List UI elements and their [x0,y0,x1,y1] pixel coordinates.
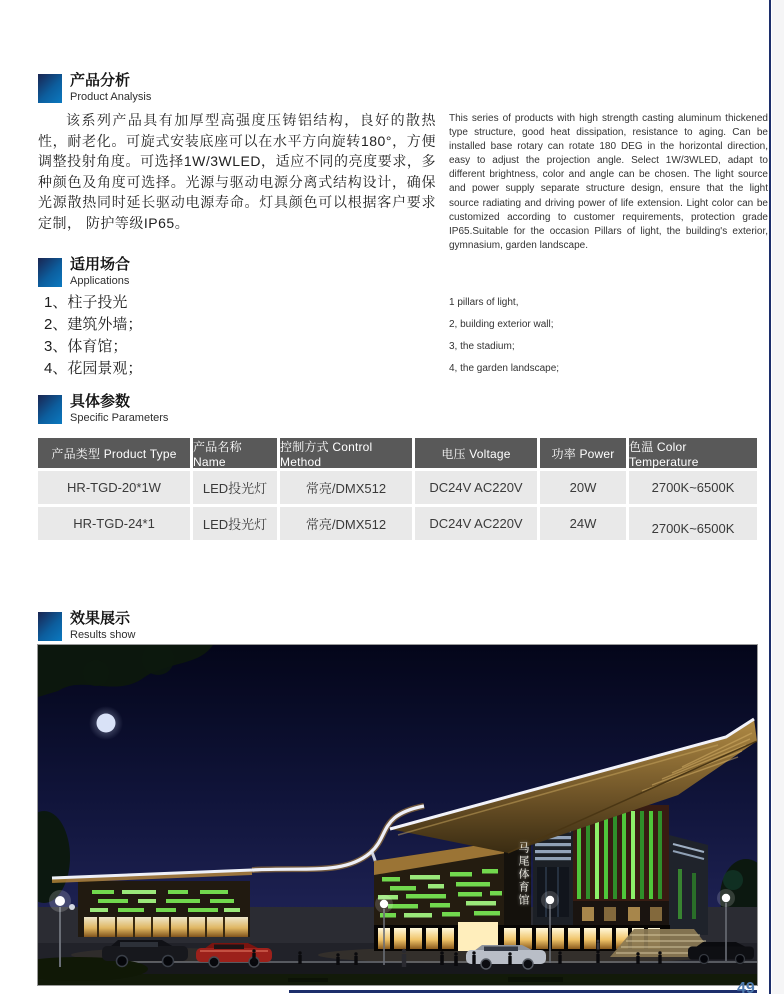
table-cell: LED投光灯 [193,471,277,504]
list-item: 3、体育馆； [44,338,128,355]
table-cell: 常亮/DMX512 [280,507,412,540]
analysis-body-chinese: 该系列产品具有加厚型高强度压铸铝结构，良好的散热性，耐老化。可旋式安装底座可以在水平方向旋转180°，方便调整投射角度。可选择1W/3WLED，适应不同的亮度要求，多种颜色及角度可选择。光源与驱动电源分离式结构设计，确保光源散热同时延长驱动电源寿命。灯具颜色可以根据客户要求定制， 防护等级IP65。 [38,112,436,231]
list-item: 1 pillars of light, [449,297,519,308]
section-title-en: Results show [70,629,136,641]
applications-list-english [449,292,559,380]
table-cell: DC24V AC220V [415,471,537,504]
grass-strip [38,974,757,985]
table-cell: 2700K~6500K [629,507,757,540]
section-title-en: Product Analysis [70,91,152,103]
section-title-zh: 效果展示 [70,610,131,627]
table-cell: 常亮/DMX512 [280,471,412,504]
section-title-zh: 产品分析 [70,72,131,89]
right-border-rule [769,0,771,994]
table-cell: 2700K~6500K [629,471,757,504]
list-item: 4, the garden landscape; [449,363,560,374]
table-cell: 24W [540,507,626,540]
table-cell: DC24V AC220V [415,507,537,540]
table-cell: 20W [540,471,626,504]
col-header-product-type: 产品类型 Product Type [38,438,190,468]
list-item: 2、建筑外墙； [44,316,143,333]
page-edge [772,0,784,994]
col-header-power: 功率 Power [540,438,626,468]
section-header-parameters [38,394,168,425]
analysis-body-english: This series of products with high strength casting aluminum thickened type structure, good heat dissipation, resistance to aging. Can be installed base rotary can rotate 180 DEG in the horizontal direction, easy to adjust the projection angle. Select 1W/3WLED, adapt to different brightness, color and angle can be chosen. The light source and power supply separate structure design, ensure that the light source radiating and driving power of life extension. Light color can be customized according to customer requirements, protection grade IP65.Suitable for the occasion Pillars of light, the building's exterior, gymnasium, garden landscape. [449,113,768,251]
section-title-en: Applications [70,275,130,287]
building-sign-text: 马尾体育馆 [517,842,529,907]
table-cell: HR-TGD-24*1 [38,507,190,540]
col-header-color-temperature: 色温 Color Temperature [629,438,757,468]
moon [89,706,123,740]
col-header-voltage: 电压 Voltage [415,438,537,468]
section-header-applications [38,257,130,288]
page-number: 49 [737,980,755,997]
section-header-analysis [38,73,151,104]
section-marker-icon [38,258,62,287]
section-title-en: Specific Parameters [70,412,169,424]
applications-list-chinese [44,292,142,380]
list-item: 4、花园景观； [44,360,143,377]
list-item: 3, the stadium; [449,341,515,352]
gymnasium-night-illustration [38,645,757,985]
table-cell: HR-TGD-20*1W [38,471,190,504]
results-photo [38,645,757,985]
section-header-results [38,611,135,642]
bottom-border-rule [289,990,757,993]
list-item: 1、柱子投光 [44,294,128,311]
section-marker-icon [38,612,62,641]
street [38,957,757,985]
section-marker-icon [38,74,62,103]
section-title-zh: 具体参数 [70,393,131,410]
list-item: 2, building exterior wall; [449,319,554,330]
section-marker-icon [38,395,62,424]
table-cell: LED投光灯 [193,507,277,540]
col-header-name: 产品名称 Name [193,438,277,468]
section-title-zh: 适用场合 [70,256,131,273]
right-extension [669,835,708,935]
col-header-control-method: 控制方式 Control Method [280,438,412,468]
parameters-table [38,438,757,540]
